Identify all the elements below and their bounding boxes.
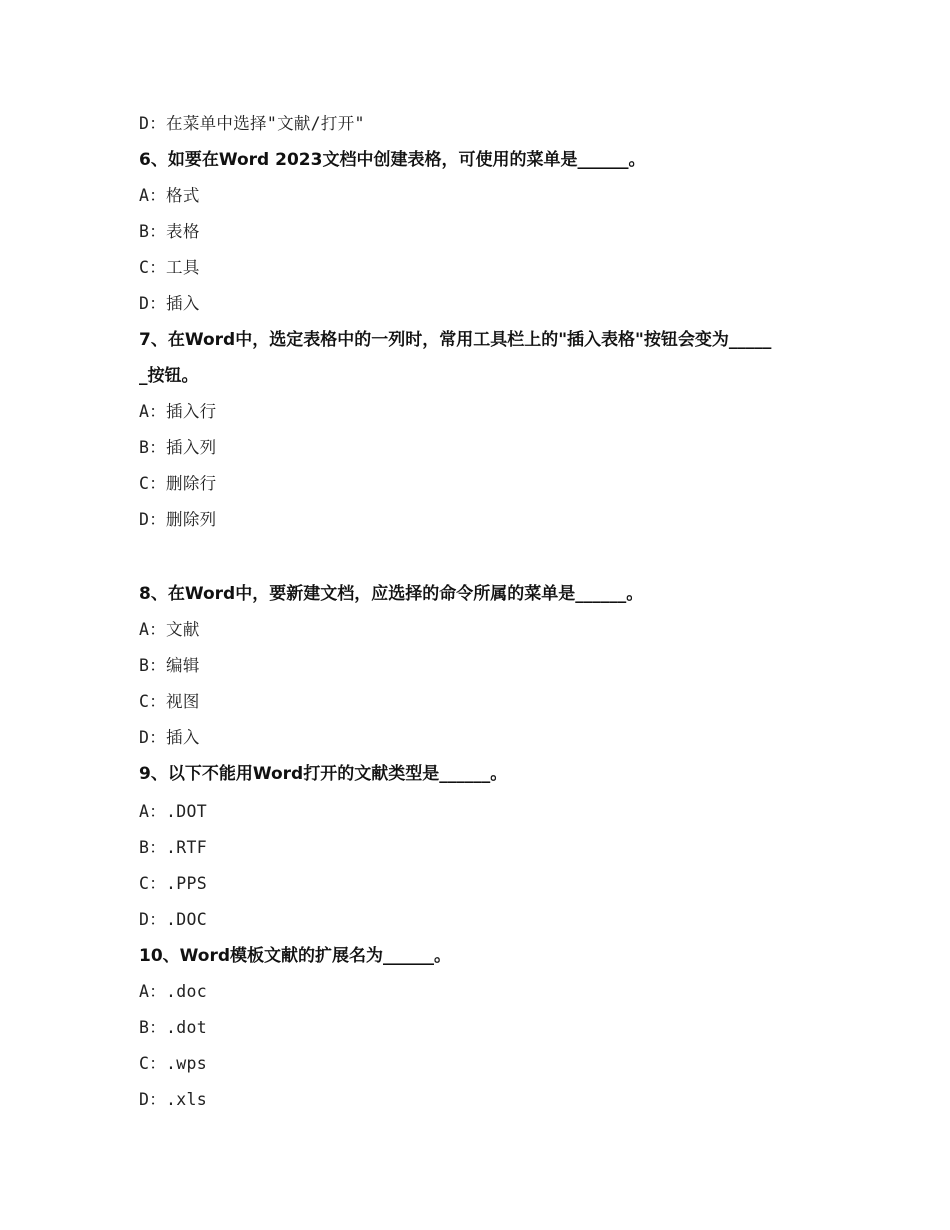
question-9-option-a: A：.DOT xyxy=(139,802,207,821)
question-9-option-d: D：.DOC xyxy=(139,910,207,929)
question-6-text: 6、如要在Word 2023文档中创建表格，可使用的菜单是______。 xyxy=(139,150,646,170)
question-7-option-b: B：插入列 xyxy=(139,438,217,457)
question-7-option-a: A：插入行 xyxy=(139,402,217,421)
question-10-option-a: A：.doc xyxy=(139,982,207,1001)
question-6-option-b: B：表格 xyxy=(139,222,200,241)
question-8-option-b: B：编辑 xyxy=(139,656,200,675)
question-8-text: 8、在Word中，要新建文档，应选择的命令所属的菜单是______。 xyxy=(139,584,644,604)
question-8-option-c: C：视图 xyxy=(139,692,200,711)
question-10-option-c: C：.wps xyxy=(139,1054,207,1073)
question-7-text-line2: _按钮。 xyxy=(139,366,199,386)
question-8-option-d: D：插入 xyxy=(139,728,200,747)
question-10-option-b: B：.dot xyxy=(139,1018,207,1037)
prev-question-option-d: D：在菜单中选择"文献/打开" xyxy=(139,114,365,133)
question-9-text: 9、以下不能用Word打开的文献类型是______。 xyxy=(139,764,508,784)
question-9-option-b: B：.RTF xyxy=(139,838,207,857)
question-7-option-c: C：删除行 xyxy=(139,474,217,493)
question-8-option-a: A：文献 xyxy=(139,620,200,639)
question-6-option-a: A：格式 xyxy=(139,186,200,205)
question-10-option-d: D：.xls xyxy=(139,1090,207,1109)
question-10-text: 10、Word模板文献的扩展名为______。 xyxy=(139,946,452,966)
question-7-option-d: D：删除列 xyxy=(139,510,217,529)
question-7-text-line1: 7、在Word中，选定表格中的一列时，常用工具栏上的"插入表格"按钮会变为_____ xyxy=(139,330,772,350)
question-6-option-d: D：插入 xyxy=(139,294,200,313)
question-6-option-c: C：工具 xyxy=(139,258,200,277)
question-9-option-c: C：.PPS xyxy=(139,874,207,893)
